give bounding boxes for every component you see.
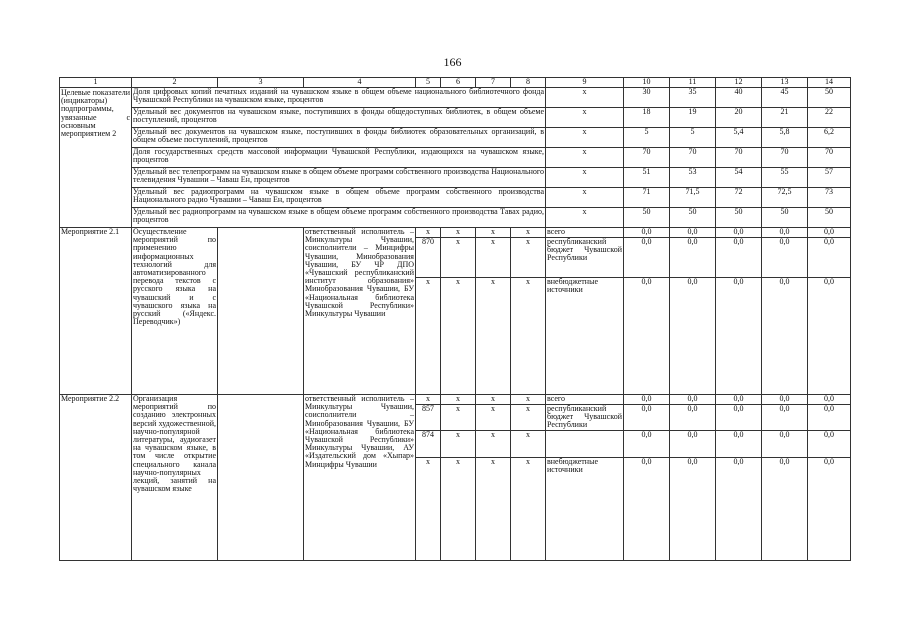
indicator-value: 53 — [670, 168, 716, 188]
funding-source: внебюджетные источники — [546, 278, 624, 395]
indicator-value: 72,5 — [762, 188, 808, 208]
indicator-name: Удельный вес телепрограмм на чувашском языке в общем объеме программ собственного производства Национального телевидения Чувашии – Чаваш Ен, процентов — [132, 168, 546, 188]
funding-value: 0,0 — [670, 395, 716, 405]
funding-source: всего — [546, 228, 624, 238]
indicator-value: 50 — [716, 208, 762, 228]
indicator-value: 5,4 — [716, 128, 762, 148]
budget-code: 874 — [416, 430, 441, 457]
measure-label: Мероприятие 2.2 — [60, 395, 132, 561]
measure-label: Мероприятие 2.1 — [60, 228, 132, 395]
measure-row — [60, 395, 851, 405]
funding-value: 0,0 — [624, 238, 670, 278]
funding-value: 0,0 — [716, 395, 762, 405]
column-number: 3 — [218, 78, 304, 88]
indicator-value: 19 — [670, 108, 716, 128]
funding-value: 0,0 — [762, 278, 808, 395]
funding-value: 0,0 — [624, 457, 670, 560]
funding-value: 0,0 — [716, 430, 762, 457]
indicator-value: 70 — [808, 148, 851, 168]
column-number: 4 — [304, 78, 416, 88]
indicator-row — [60, 208, 851, 228]
indicator-value: 5 — [670, 128, 716, 148]
indicator-value: 21 — [762, 108, 808, 128]
funding-value: 0,0 — [762, 457, 808, 560]
indicator-row — [60, 148, 851, 168]
indicator-value: 70 — [624, 148, 670, 168]
budget-code: x — [441, 405, 476, 431]
indicator-value: 50 — [624, 208, 670, 228]
budget-code: x — [476, 405, 511, 431]
budget-code: x — [476, 430, 511, 457]
indicator-source: x — [546, 188, 624, 208]
measure-row — [60, 228, 851, 238]
funding-value: 0,0 — [808, 238, 851, 278]
indicator-value: 70 — [716, 148, 762, 168]
budget-code: x — [416, 395, 441, 405]
budget-code: x — [476, 395, 511, 405]
funding-source — [546, 430, 624, 457]
measure-executor: ответственный исполнитель – Минкультуры Чувашии, соисполнители – Минобразования Чувашии, БУ «Национальная библиотека Чувашской Республики» Минкультуры Чувашии, АУ «Издательский дом «Хыпар» Минцифры Чувашии — [304, 395, 416, 561]
funding-value: 0,0 — [808, 405, 851, 431]
indicator-value: 55 — [762, 168, 808, 188]
indicator-value: 45 — [762, 88, 808, 108]
indicator-name: Удельный вес документов на чувашском языке, поступивших в фонды общедоступных библиотек, в общем объеме поступлений, процентов — [132, 108, 546, 128]
budget-code: x — [476, 278, 511, 395]
funding-value: 0,0 — [624, 430, 670, 457]
funding-source: республиканский бюджет Чувашской Республики — [546, 238, 624, 278]
budget-code: x — [476, 228, 511, 238]
budget-code: x — [416, 457, 441, 560]
funding-value: 0,0 — [716, 457, 762, 560]
funding-source: внебюджетные источники — [546, 457, 624, 560]
column-number: 12 — [716, 78, 762, 88]
funding-value: 0,0 — [670, 405, 716, 431]
indicator-name: Удельный вес документов на чувашском языке, поступивших в фонды библиотек образовательных организаций, в общем объеме поступлений, процентов — [132, 128, 546, 148]
indicator-name: Доля цифровых копий печатных изданий на чувашском языке в общем объеме национального библиотечного фонда Чувашской Республики на чувашском языке, процентов — [132, 88, 546, 108]
budget-code: 870 — [416, 238, 441, 278]
column-number: 1 — [60, 78, 132, 88]
budget-code: x — [511, 238, 546, 278]
funding-value: 0,0 — [670, 228, 716, 238]
funding-value: 0,0 — [762, 430, 808, 457]
page-number: 166 — [443, 55, 462, 69]
indicator-source: x — [546, 128, 624, 148]
indicator-value: 50 — [808, 88, 851, 108]
budget-code: x — [511, 395, 546, 405]
indicator-value: 50 — [670, 208, 716, 228]
indicator-row — [60, 168, 851, 188]
program-table — [59, 77, 851, 561]
indicator-value: 50 — [808, 208, 851, 228]
indicator-source: x — [546, 148, 624, 168]
budget-code: x — [441, 278, 476, 395]
funding-value: 0,0 — [808, 278, 851, 395]
funding-value: 0,0 — [624, 278, 670, 395]
measure-empty-col3 — [218, 395, 304, 561]
funding-value: 0,0 — [670, 278, 716, 395]
measure-empty-col3 — [218, 228, 304, 395]
measure-name: Организация мероприятий по созданию электронных версий художественной, научно-популярной литературы, аудиогазет на чувашском языке, в том числе открытие специального канала научно-популярных лекций, занятий на чувашском языке — [132, 395, 218, 561]
column-number: 9 — [546, 78, 624, 88]
indicator-name: Доля государственных средств массовой информации Чувашской Республики, издающихся на чувашском языке, процентов — [132, 148, 546, 168]
indicator-value: 57 — [808, 168, 851, 188]
funding-source: республиканский бюджет Чувашской Республики — [547, 404, 622, 430]
indicator-value: 35 — [670, 88, 716, 108]
column-number: 2 — [132, 78, 218, 88]
funding-value: 0,0 — [762, 405, 808, 431]
indicator-value: 5 — [624, 128, 670, 148]
indicator-name: Удельный вес радиопрограмм на чувашском языке в общем объеме программ собственного производства Национального радио Чувашии – Чаваш Ен, процентов — [132, 188, 546, 208]
indicator-source: x — [546, 168, 624, 188]
budget-code: x — [416, 278, 441, 395]
header-row — [60, 78, 851, 88]
indicator-value: 5,8 — [762, 128, 808, 148]
indicator-source: x — [546, 108, 624, 128]
indicator-value: 70 — [762, 148, 808, 168]
funding-value: 0,0 — [808, 430, 851, 457]
column-number: 10 — [624, 78, 670, 88]
column-number: 7 — [476, 78, 511, 88]
budget-code: x — [441, 430, 476, 457]
indicator-value: 6,2 — [808, 128, 851, 148]
indicator-row — [60, 88, 851, 108]
indicator-value: 72 — [716, 188, 762, 208]
indicator-row — [60, 108, 851, 128]
indicator-row — [60, 188, 851, 208]
indicator-value: 71,5 — [670, 188, 716, 208]
budget-code: x — [511, 228, 546, 238]
budget-code: x — [511, 405, 546, 431]
indicator-value: 51 — [624, 168, 670, 188]
funding-value: 0,0 — [762, 228, 808, 238]
budget-code: x — [476, 457, 511, 560]
measure-name: Осуществление мероприятий по применению информационных технологий для автоматизированного перевода текстов с русского языка на чувашский и с чувашского языка на русский («Яндекс. Переводчик») — [132, 228, 218, 395]
funding-value: 0,0 — [670, 430, 716, 457]
indicator-value: 71 — [624, 188, 670, 208]
column-number: 13 — [762, 78, 808, 88]
measure-executor: ответственный исполнитель – Минкультуры Чувашии, соисполнители – Минцифры Чувашии, Минобразования Чувашии, БУ ЧР ДПО «Чувашский республиканский институт образования» Минобразования Чувашии, БУ «Национальная библиотека Чувашской Республики» Минкультуры Чувашии — [304, 228, 416, 395]
funding-value: 0,0 — [716, 238, 762, 278]
funding-value: 0,0 — [716, 278, 762, 395]
funding-value: 0,0 — [716, 405, 762, 431]
indicator-value: 20 — [716, 108, 762, 128]
indicator-value: 30 — [624, 88, 670, 108]
column-number: 5 — [416, 78, 441, 88]
column-number: 6 — [441, 78, 476, 88]
indicator-value: 54 — [716, 168, 762, 188]
budget-code: x — [441, 228, 476, 238]
budget-code: x — [511, 457, 546, 560]
budget-code: 857 — [416, 405, 441, 431]
budget-code: x — [441, 457, 476, 560]
funding-value: 0,0 — [670, 238, 716, 278]
budget-code: x — [441, 238, 476, 278]
funding-value: 0,0 — [808, 457, 851, 560]
funding-value: 0,0 — [716, 228, 762, 238]
indicator-value: 73 — [808, 188, 851, 208]
column-number: 8 — [511, 78, 546, 88]
funding-value: 0,0 — [624, 405, 670, 431]
funding-value: 0,0 — [670, 457, 716, 560]
indicator-row — [60, 128, 851, 148]
indicator-value: 18 — [624, 108, 670, 128]
indicator-name: Удельный вес радиопрограмм на чувашском языке в общем объеме программ собственного производства Тавах радио, процентов — [132, 208, 546, 228]
budget-code: x — [416, 228, 441, 238]
budget-code: x — [511, 278, 546, 395]
funding-value: 0,0 — [808, 228, 851, 238]
column-number: 14 — [808, 78, 851, 88]
column-number: 11 — [670, 78, 716, 88]
indicator-source: x — [546, 88, 624, 108]
funding-value: 0,0 — [624, 228, 670, 238]
funding-value: 0,0 — [808, 395, 851, 405]
funding-value: 0,0 — [624, 395, 670, 405]
indicator-source: x — [546, 208, 624, 228]
indicator-value: 50 — [762, 208, 808, 228]
funding-source: всего — [546, 395, 624, 405]
budget-code: x — [511, 430, 546, 457]
indicator-value: 22 — [808, 108, 851, 128]
indicator-group-label: Целевые показатели (индикаторы) подпрограммы, увязанные с основным мероприятием 2 — [60, 88, 132, 228]
indicator-value: 70 — [670, 148, 716, 168]
funding-value: 0,0 — [762, 238, 808, 278]
budget-code: x — [441, 395, 476, 405]
budget-code: x — [476, 238, 511, 278]
indicator-value: 40 — [716, 88, 762, 108]
funding-value: 0,0 — [762, 395, 808, 405]
